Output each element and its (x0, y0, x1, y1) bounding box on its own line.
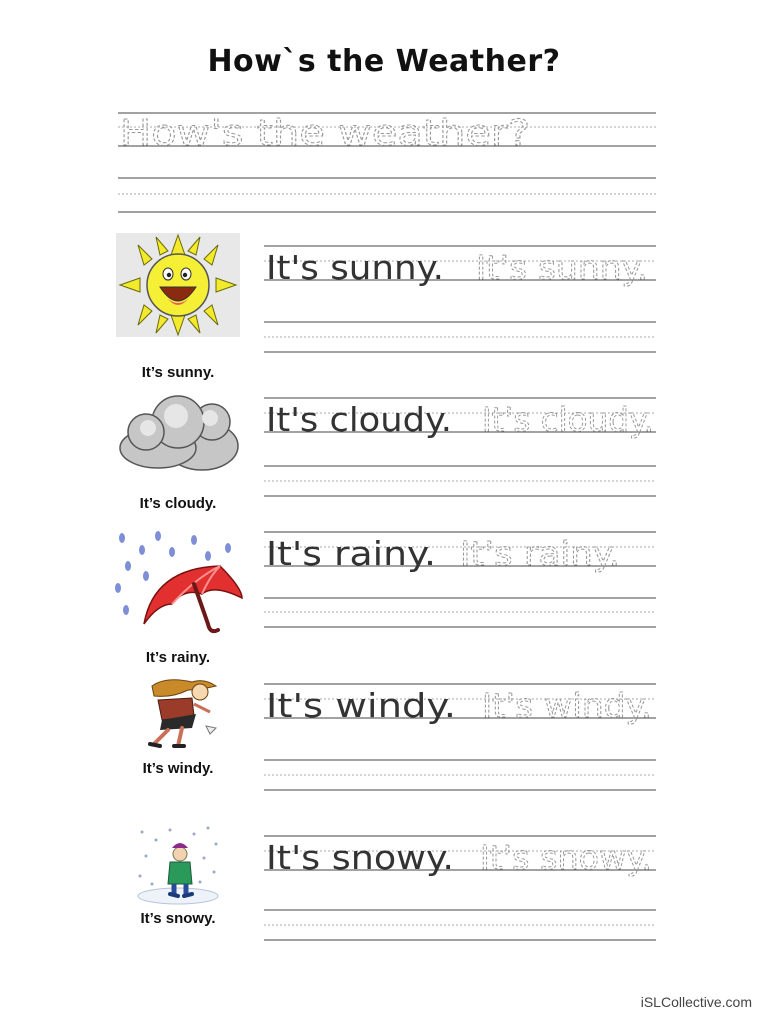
windy-dark-text: It's windy. (266, 686, 456, 725)
rainy-dark-text: It's rainy. (266, 534, 436, 573)
cloudy-label: It’s cloudy. (139, 495, 217, 512)
cloud-icon (116, 392, 242, 476)
sunny-trace-text: It's sunny. (476, 248, 648, 287)
page-title: How`s the Weather? (207, 44, 561, 79)
windy-label: It’s windy. (142, 760, 214, 777)
sunny-label: It’s sunny. (141, 364, 215, 381)
sun-icon (116, 233, 240, 337)
windy-girl-icon (132, 676, 224, 750)
snowy-child-icon (134, 824, 222, 906)
snowy-label: It’s snowy. (140, 910, 216, 927)
watermark: iSLCollective.com (640, 994, 752, 1010)
snowy-dark-text: It's snowy. (266, 838, 454, 877)
rainy-trace-text: It's rainy. (460, 534, 620, 573)
rainy-label: It’s rainy. (145, 649, 211, 666)
windy-trace-text: It's windy. (482, 686, 652, 725)
snowy-trace-text: It's snowy. (480, 838, 652, 877)
cloudy-dark-text: It's cloudy. (266, 400, 452, 439)
sunny-dark-text: It's sunny. (266, 248, 444, 287)
cloudy-trace-text: It's cloudy. (482, 400, 654, 439)
umbrella-rain-icon (110, 528, 244, 642)
header-trace-text: How's the weather? (120, 113, 530, 154)
